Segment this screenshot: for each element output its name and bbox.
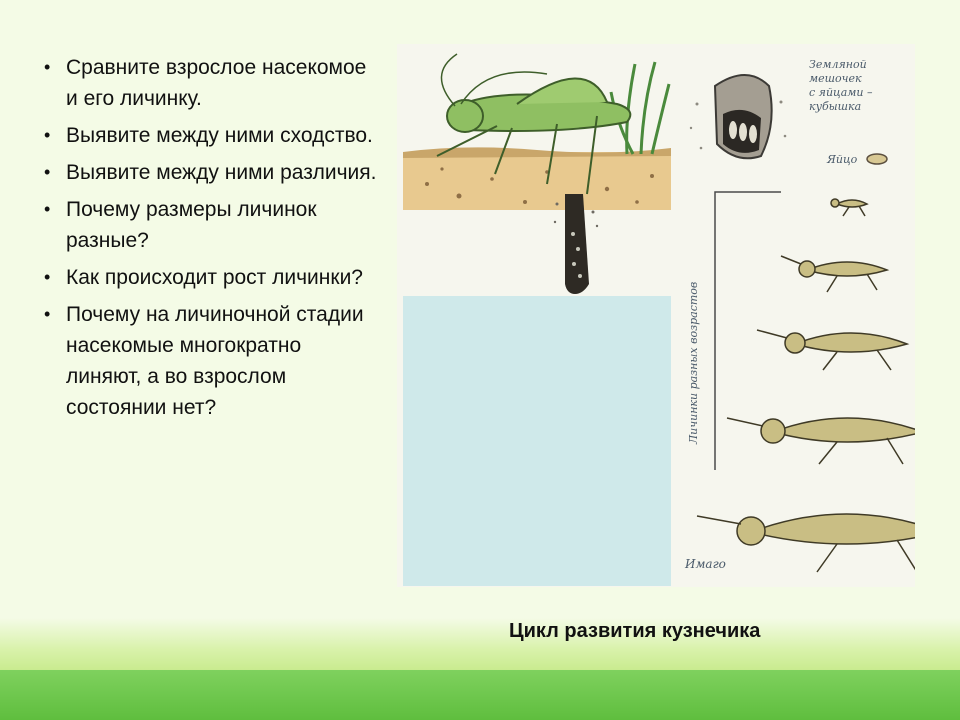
bullet-icon: • [44,304,51,324]
question-item [42,52,377,114]
question-list [42,52,377,429]
egg-pod-label-line2: мешочек [809,72,862,85]
figure-caption: Цикл развития кузнечика [509,620,761,642]
larvae-label: Личинки разных возрастов [687,281,700,444]
egg-pod-label-line3: с яйцами – [809,86,873,99]
question-item [42,262,377,293]
question-text: Как происходит рост личинки? [66,266,363,289]
egg-pod-label-line1: Земляной [809,58,867,71]
bullet-icon: • [44,162,51,182]
egg-icon [867,154,887,164]
egg-pod-section [715,75,772,158]
bullet-icon: • [44,125,51,145]
question-text: Почему на личиночной стадии насекомые многократно линяют, а во взрослом состоянии нет? [66,303,364,419]
egg-pod-label-line4: кубышка [809,100,862,113]
question-item [42,194,377,256]
footer-band-light [0,618,960,670]
question-item [42,120,377,151]
footer-band-green [0,670,960,720]
question-text: Сравните взрослое насекомое и его личинку. [66,56,367,110]
bullet-icon: • [44,57,51,77]
bullet-icon: • [44,267,51,287]
egg-label: Яйцо [827,153,858,166]
question-item [42,157,377,188]
water-area [403,296,671,586]
bullet-icon: • [44,199,51,219]
grasshopper-life-cycle-figure [397,44,915,587]
soil-strip [403,152,671,210]
life-cycle-illustration [397,44,915,587]
question-item [42,299,377,423]
question-text: Почему размеры личинок разные? [66,198,317,252]
adult-label: Имаго [685,557,726,571]
question-text: Выявите между ними сходство. [66,124,373,147]
question-text: Выявите между ними различия. [66,161,377,184]
